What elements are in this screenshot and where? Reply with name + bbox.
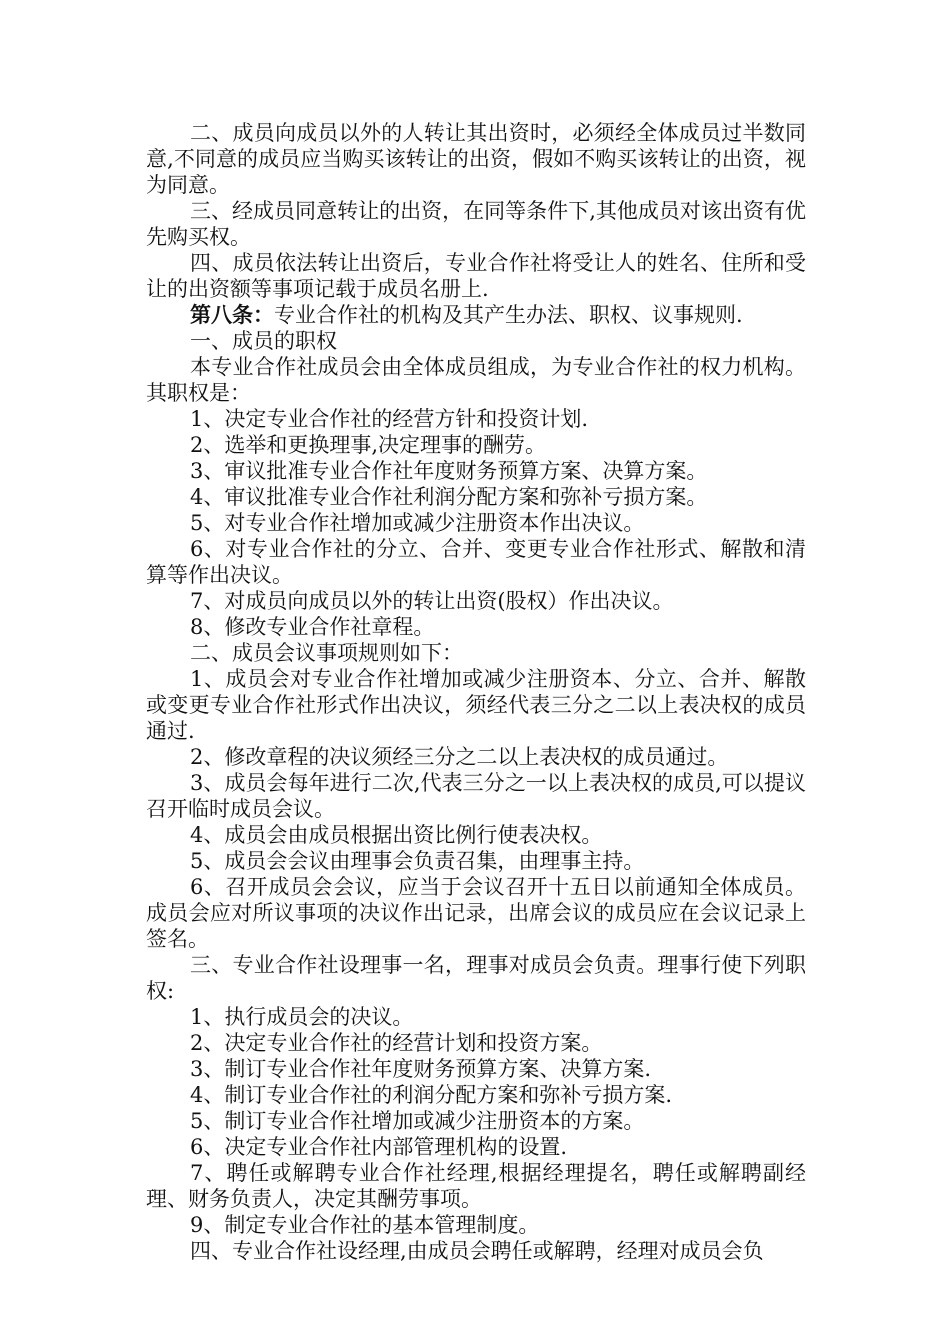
list-item: 1、执行成员会的决议。 (190, 1005, 414, 1029)
list-item: 1、决定专业合作社的经营方针和投资计划. (190, 407, 589, 431)
paragraph-register-transfer: 四、成员依法转让出资后，专业合作社将受让人的姓名、住所和受让的出资额等事项记载于成员名册上. (146, 251, 806, 301)
list-item: 1、成员会对专业合作社增加或减少注册资本、分立、合并、解散或变更专业合作社形式作出决议，须经代表三分之二以上表决权的成员通过. (146, 667, 806, 743)
list-item: 5、成员会会议由理事会负责召集，由理事主持。 (190, 849, 645, 873)
list-item: 3、制订专业合作社年度财务预算方案、决算方案. (190, 1057, 652, 1081)
paragraph-transfer-outside: 二、成员向成员以外的人转让其出资时，必须经全体成员过半数同意,不同意的成员应当购买该转让的出资，假如不购买该转让的出资，视为同意。 (146, 121, 806, 197)
list-item: 2、选举和更换理事,决定理事的酬劳。 (190, 433, 547, 457)
list-item: 5、制订专业合作社增加或减少注册资本的方案。 (190, 1109, 645, 1133)
list-item: 4、审议批准专业合作社利润分配方案和弥补亏损方案。 (190, 485, 708, 509)
paragraph-preemptive-right: 三、经成员同意转让的出资，在同等条件下,其他成员对该出资有优先购买权。 (146, 199, 806, 249)
list-item: 6、召开成员会会议，应当于会议召开十五日以前通知全体成员。成员会应对所议事项的决议作出记录，出席会议的成员应在会议记录上签名。 (146, 875, 806, 951)
list-item: 7、对成员向成员以外的转让出资(股权）作出决议。 (190, 589, 674, 613)
list-item: 3、成员会每年进行二次,代表三分之一以上表决权的成员,可以提议召开临时成员会议。 (146, 771, 806, 821)
list-item: 4、成员会由成员根据出资比例行使表决权。 (190, 823, 603, 847)
article-8-text: 专业合作社的机构及其产生办法、职权、议事规则. (274, 303, 743, 327)
paragraph-member-meeting-intro: 本专业合作社成员会由全体成员组成，为专业合作社的权力机构。其职权是： (146, 355, 806, 405)
list-item: 4、制订专业合作社的利润分配方案和弥补亏损方案. (190, 1083, 673, 1107)
list-item: 8、修改专业合作社章程。 (190, 615, 435, 639)
list-item: 3、审议批准专业合作社年度财务预算方案、决算方案。 (190, 459, 708, 483)
list-item: 5、对专业合作社增加或减少注册资本作出决议。 (190, 511, 645, 535)
list-item: 6、决定专业合作社内部管理机构的设置. (190, 1135, 568, 1159)
list-item: 2、决定专业合作社的经营计划和投资方案。 (190, 1031, 603, 1055)
list-item: 2、修改章程的决议须经三分之二以上表决权的成员通过。 (190, 745, 729, 769)
document-page (146, 120, 806, 1264)
section-member-powers: 一、成员的职权 (190, 329, 337, 353)
article-8-heading (146, 302, 806, 328)
section-manager: 四、专业合作社设经理,由成员会聘任或解聘，经理对成员会负 (190, 1239, 764, 1263)
section-director: 三、专业合作社设理事一名，理事对成员会负责。理事行使下列职权: (146, 953, 806, 1003)
section-meeting-rules: 二、成员会议事项规则如下： (190, 641, 463, 665)
list-item: 7、聘任或解聘专业合作社经理,根据经理提名，聘任或解聘副经理、财务负责人，决定其酬劳事项。 (146, 1161, 806, 1211)
article-8-label: 第八条： (190, 302, 274, 327)
list-item: 6、对专业合作社的分立、合并、变更专业合作社形式、解散和清算等作出决议。 (146, 537, 806, 587)
list-item: 9、制定专业合作社的基本管理制度。 (190, 1213, 540, 1237)
